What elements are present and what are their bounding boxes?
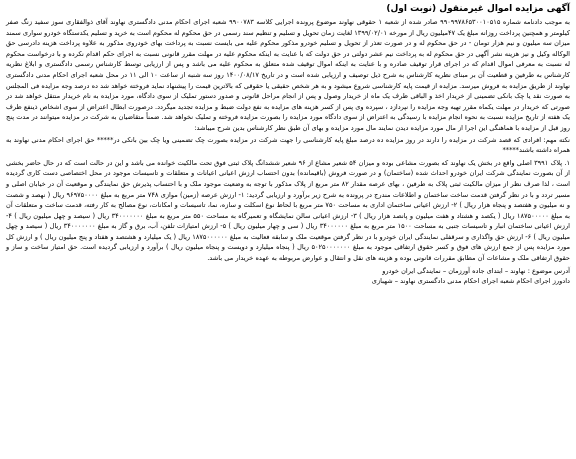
auction-notice: [6, 3, 570, 456]
property-address: آدرس موضوع : نهاوند – ابتدای جاده آورزمان – نمایندگی ایران خودرو: [382, 266, 570, 275]
important-note: نکته مهم: افرادی که قصد شرکت در مزایده را دارند در روز مزایده ده درصد مبلغ پایه کارشناسی را جهت شرکت در مزایده بصورت چک تضمینی ویا چک بین بانکی در***** حق اجرای احکام مدنی نهاوند به همراه داشته باشند*****: [6, 135, 570, 155]
notice-title: آگهی مزایده اموال غیرمنقول (نوبت اول): [386, 4, 570, 14]
notice-intro: به موجب دادنامه شماره ۹۹۰۹۹۷۸۶۵۳۰۰۱۰۵۱۵ صادر شده از شعبه ۱ حقوقی نهاوند موضوع پرونده اجرایی کلاسه ۹۹۰۰۷۸۳ شعبه اجرای احکام مدنی دادگستری نهاوند آقای ذوالفقاری سوز سفید زنگ صفر کیلومتر و همچنین پرداخت روزانه مبلغ یک ۴۷میلیون ریال از مورخه ۱۳۹۹/۰۲/۰۱ لغایت زمان تحویل و تسلیم و تنظیم سند رسمی در حق محکوم له محکوم است به خرید و تسلیم یکدستگاه خودرو سواری سمند میزان سه میلیون و نیم هزار تومان - در حق محکوم له و در صورت تعذر از تحویل و تسلیم خودرو مذکور محکوم علیه می بایست نسبت به پرداخت بهای خودروی مذکور به علاوه پرداخت هزینه دادرسی حق الوکاله وکیل و نیز هزینه نشر آگهی در حق محکوم له به پرداخت نیم عشر دولتی در حق دولت که با عنایت به اینکه محکوم علیه در مهلت مقرر قانونی نسبت به اجرای حکم اقدام نکرده و با درخواست محکوم له نسبت به معرفی اموال اقدام که در اجرای قرار توقیف صادره و با عنایت به اینکه اموال توقیف شده متعلق به محکوم علیه می باشد و پس از ارزیابی توسط کارشناس رسمی دادگستری و ابلاغ نظریه کارشناس به طرفین و قطعیت آن بر مبنای نظریه کارشناس به شرح ذیل توصیف و ارزیابی شده است و در تاریخ ۱۴۰۰/۰۸/۱۷ روز سه شنبه از ساعت ۱۰ الی ۱۱ در محل شعبه اجرای احکام مدنی دادگستری نهاوند از طریق مزایده به فروش میرسد. مزایده از قیمت پایه کارشناسی شروع میشود و به هر شخص حقیقی یا حقوقی که بالاترین قیمت را پیشنهاد نماید فروخته خواهد شد ده درصد وجه مزایده فی المجلس به صورت نقد یا چک بانکی تضمینی از خریدار اخذ و الباقی ظرف یک ماه از خریدار وصول و پس از انجام مراحل قانونی و صدور دستور تملیک از سوی دادگاه، مورد مزایده به نام خریدار منتقل خواهد شد در صورتی که خریدار در مهلت یکماه مقرر تهیه وجه مزایده را نپردازد ، سپرده وی پس از کسر هزینه های مزایده به نفع دولت ضبط و مزایده تجدید میگردد. درصورت ابطال اعتراض از سوی اشخاص ذینفع ظرف یک هفته از تاریخ مزایده نسبت به نحوه انجام مزایده با رسیدگی به اعتراض از سوی دادگاه مورد مزایده را بصورت مزایده فروخته و تملیک نخواهد شد. ضمناً متقاضیان به شرکت در مزایده میتوانند در مدت پنج روز قبل از مزایده با هماهنگی این اجرا از مال مورد مزایده دیدن نمایند مال مورد مزایده و بهای آن طبق نظر کارشناس بدین شرح میباشد:: [6, 18, 571, 132]
property-lot-description: ۱. پلاک ۳۹۹۱ اصلی واقع در بخش یک نهاوند که بصورت مشاعی بوده و میزان ۵۴ شعیر مشاع از ۹۶ شعیر ششدانگ پلاک ثبتی فوق تحت مالکیت خوانده می باشد و این در حالت است که در حال حاضر بخشی از آن بصورت نمایندگی شرکت ایران خودرو احداث شده (ساختمان) و در صورت فروش (باقیمانده) بدون احتساب ارزش اعیانی اعیانات و متعلقات و تاسیسات موجود در محل اختصاصی دست کاری گردیده است ، لذا صرف نظر از میزان مالکیت ثبتی پلاک به طرفین ، بهای عرصه مقدار ۸۲ متر مربع از پلاک مذکور با توجه به وضعیت موجود ملک و با احتساب پذیرش حق نمایندگی و موقعیت آن در خیابان اصلی و مسیر تردد و با در نظر گرفتن قدمت ساخت ساختمان و اطلاعات مندرج در پرونده به شرح زیر برآورد و ارزیابی گردید: ۱- ارزش عرصه (زمین) موازی ۷۴۸ متر مربع به مبلغ ۹۶۹۷۵۰۰۰۰ ریال ( نهصد و شصت و نه میلیون و هفتصد و پنجاه هزار ریال ) ۲- ارزش اعیانی ساختمان اداری به مساحت ۷۵۰ متر مربع با لحاظ نوع اسکلت و سازه، نما، تاسیسات و امکانات، نوع مصالح به کار رفته، قدمت ساخت و متعلقات آن به مبلغ ۱۸۷۵۰۰۰۰۰ ریال ( یکصد و هشتاد و هفت میلیون و پانصد هزار ریال ) ۳- ارزش اعیانی سالن نمایشگاه و تعمیرگاه به مساحت ۵۵۰ متر مربع به مبلغ ۳۴۰۰۰۰۰۰۰ ریال ( سیصد و چهل میلیون ریال ) ۴- ارزش اعیانی ساختمان انبار و تاسیسات جنبی به مساحت ۱۵۰۰ متر مربع به مبلغ ۳۴۰۰۰۰۰۰ ریال ( سی و چهار میلیون ریال ) ۵- ارزش امتیازات تلفن، آب، برق و گاز به مبلغ ۳۴۰۰۰۰۰۰۰ ریال ( سیصد و چهل میلیون ریال ) ۶- ارزش حق واگذاری و سرقفلی نمایندگی ایران خودرو با در نظر گرفتن موقعیت ملک و سابقه فعالیت به مبلغ ۱۸۷۵۰۰۰۰۰۰ ریال ( یک میلیارد و هشتصد و هفتاد و پنج میلیون ریال ) و ارزش کل مورد مزایده پس از جمع ارزش های فوق و کسر حقوق ارتفاقی موجود به مبلغ ۵۰۲۵۰۰۰۰۰۰۰ ریال ( پنجاه میلیارد و دویست و پنجاه میلیون ریال ) برآورد و ارزیابی گردیده است. حق امتیاز ساخت و ساز و حقوق ارتفاقی ملک و مشاعات آن مطابق مقررات قانونی بوده و هزینه های نقل و انتقال و عوارض مربوطه به عهده خریدار می باشد.: [6, 158, 571, 263]
signature-line: دادورز اجرای احکام شعبه اجرای احکام مدنی دادگستری نهاوند – شهبازی: [371, 277, 570, 286]
